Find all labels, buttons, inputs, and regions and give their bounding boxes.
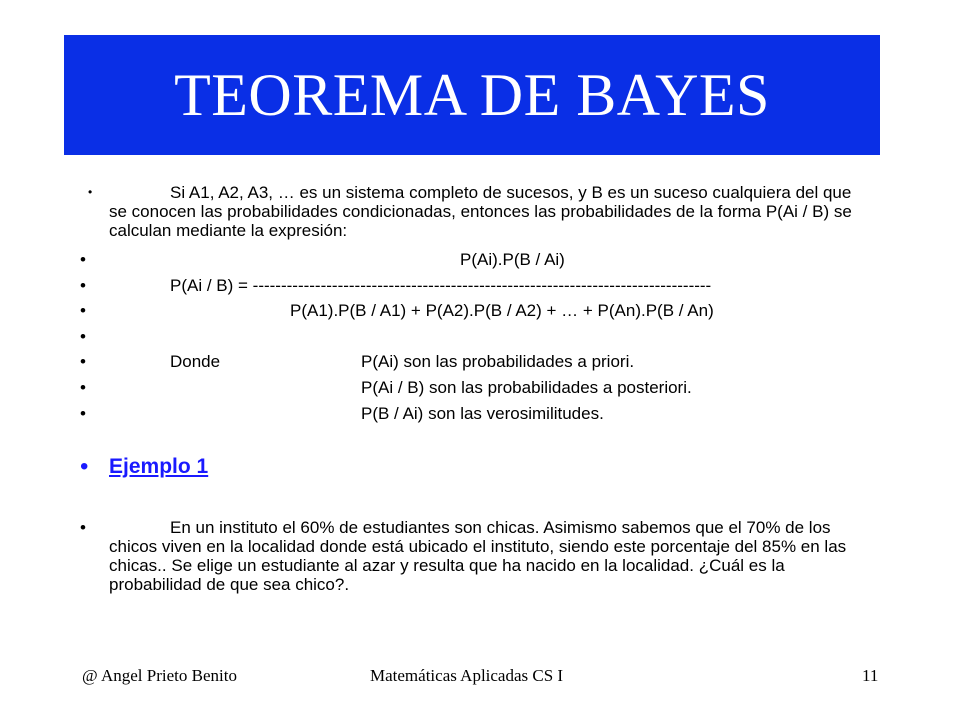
intro-text: Si A1, A2, A3, … es un sistema completo de sucesos, y B es un suceso cualquiera del que se conocen las probabilidades condicionadas, entonces las probabilidades de la forma P(Ai / B) se calculan mediante la expresión: — [109, 183, 852, 240]
page-number: 11 — [862, 666, 879, 685]
example-text: En un instituto el 60% de estudiantes son chicas. Asimismo sabemos que el 70% de los chicos viven en la localidad donde está ubicado el instituto, siendo este porcentaje del 85% en las chicas.. Se elige un estudiante al azar y resulta que ha nacido en la localidad. ¿Cuál es la probabilidad de que sea chico?. — [109, 518, 847, 594]
formula-denominator: P(A1).P(B / A1) + P(A2).P(B / A2) + … + P(An).P(B / An) — [290, 301, 714, 320]
bullet: • — [88, 185, 93, 199]
definition-likelihood: P(B / Ai) son las verosimilitudes. — [361, 404, 604, 423]
definition-posterior: P(Ai / B) son las probabilidades a posteriori. — [361, 378, 692, 397]
intro-paragraph — [109, 183, 859, 240]
formula-numerator: P(Ai).P(B / Ai) — [460, 250, 565, 269]
example-paragraph — [109, 518, 871, 594]
bullet: • — [80, 378, 86, 397]
bullet: • — [80, 518, 86, 537]
title-banner — [64, 35, 880, 155]
bullet: • — [80, 327, 86, 346]
bullet: • — [80, 404, 86, 423]
bullet: • — [80, 352, 86, 371]
definitions-label: Donde — [170, 352, 221, 371]
footer-author: @ Angel Prieto Benito — [82, 666, 237, 685]
bullet: • — [80, 276, 86, 295]
bullet: • — [80, 250, 86, 269]
formula-lhs: P(Ai / B) = --------------------------------------------------------------------------------- — [170, 276, 712, 295]
footer-course: Matemáticas Aplicadas CS I — [370, 666, 564, 685]
slide-title: TEOREMA DE BAYES — [174, 62, 770, 128]
definition-prior: P(Ai) son las probabilidades a priori. — [361, 352, 635, 371]
bullet: • — [80, 301, 86, 320]
example-heading-link[interactable]: Ejemplo 1 — [109, 455, 209, 478]
bullet: • — [80, 453, 89, 480]
